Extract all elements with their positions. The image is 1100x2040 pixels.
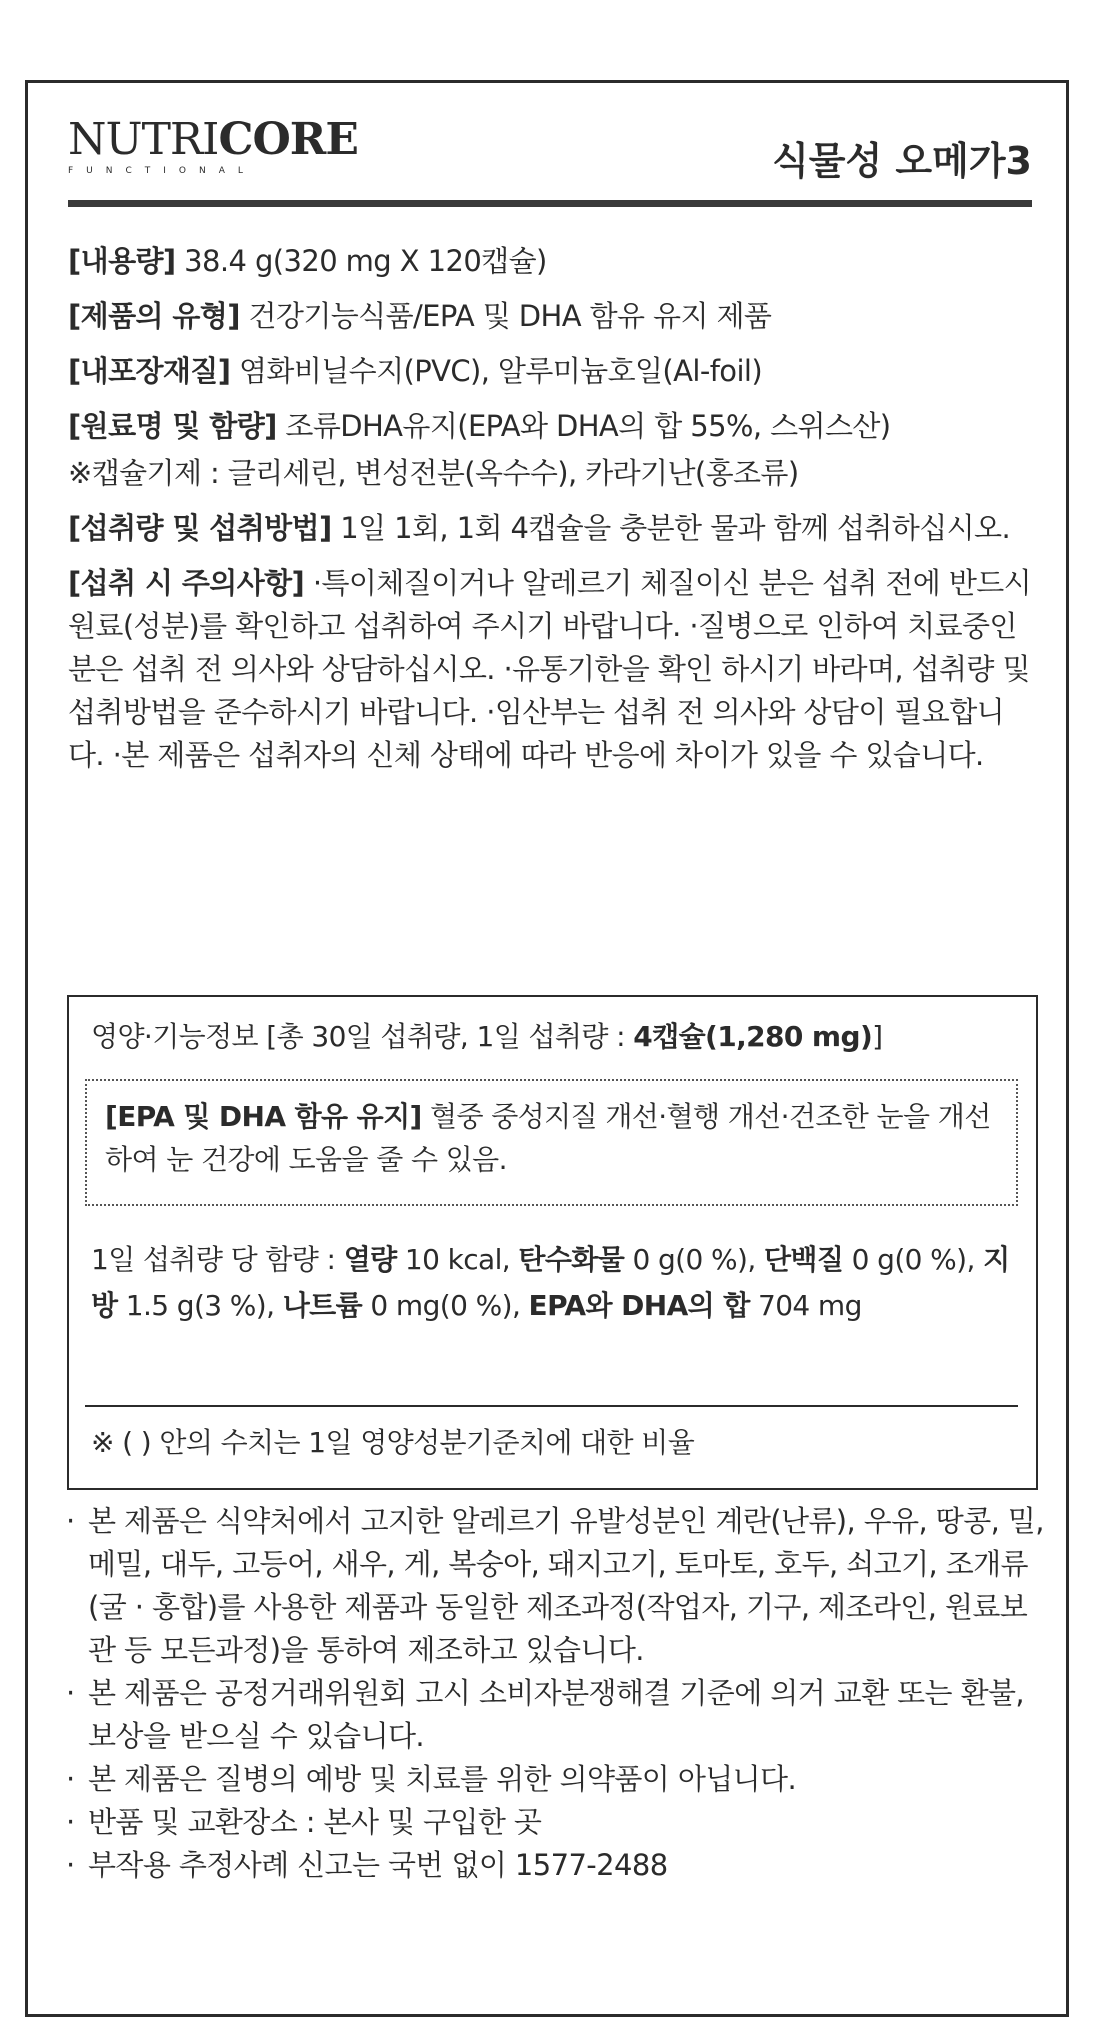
notice-text: 반품 및 교환장소 : 본사 및 구입한 곳	[88, 1805, 542, 1839]
info-label: [내용량]	[68, 244, 176, 278]
info-text: ·특이체질이거나 알레르기 체질이신 분은 섭취 전에 반드시 원료(성분)를 확인하고 섭취하여 주시기 바랍니다. ·질병으로 인하여 치료중인 분은 섭취 전 의사와 상담하십시오. ·유통기한을 확인 하시기 바라며, 섭취량 및 섭취방법을 준수하시기 바랍니다. ·임산부는 섭취 전 의사와 상담이 필요합니다. ·본 제품은 섭취자의 신체 상태에 따라 반응에 차이가 있을 수 있습니다.	[68, 566, 1032, 772]
nutrient-sep: ,	[966, 1243, 984, 1276]
function-claim-box	[85, 1079, 1018, 1206]
notice-item	[66, 1500, 1046, 1672]
header-divider	[68, 200, 1032, 207]
nutrient-value: 704 mg	[749, 1289, 862, 1322]
nutrient-value: 10 kcal	[396, 1243, 502, 1276]
nutrient-value: 1.5 g(3 %)	[117, 1289, 267, 1322]
nutrient-value: 0 g(0 %)	[624, 1243, 748, 1276]
nutrition-daily-amount: 4캡슐(1,280 mg)	[633, 1020, 873, 1053]
product-name: 식물성 오메가3	[772, 139, 1032, 183]
nutrient-value: 0 mg(0 %)	[362, 1289, 512, 1322]
info-product-type	[68, 295, 1036, 338]
notice-item	[66, 1801, 1046, 1844]
nutrient-name: 열량	[343, 1243, 397, 1276]
logo-nutri: NUTRI	[68, 114, 219, 165]
nutrition-title	[91, 1017, 882, 1057]
nutrient-name: 탄수화물	[518, 1243, 625, 1276]
info-packaging	[68, 350, 1036, 393]
info-text: 염화비닐수지(PVC), 알루미늄호일(Al-foil)	[230, 354, 763, 388]
nutrient-name: 지방	[91, 1243, 1010, 1322]
nutrient-sep: ,	[266, 1289, 283, 1322]
info-capsule-base	[68, 452, 1036, 495]
info-text: 조류DHA유지(EPA와 DHA의 합 55%, 스위스산)	[276, 409, 891, 443]
function-text: 혈중 중성지질 개선·혈행 개선·건조한 눈을 개선하여 눈 건강에 도움을 줄 수 있음.	[105, 1100, 991, 1176]
notice-text: 본 제품은 질병의 예방 및 치료를 위한 의약품이 아닙니다.	[88, 1762, 797, 1796]
info-label: [섭취 시 주의사항]	[68, 566, 305, 600]
info-text: 1일 1회, 1회 4캡슐을 충분한 물과 함께 섭취하십시오.	[331, 511, 1011, 545]
nutrition-title-suffix: ]	[872, 1020, 883, 1053]
info-intake	[68, 507, 1036, 550]
nutrient-name: 나트륨	[282, 1289, 363, 1322]
nutrient-name: EPA와 DHA의 합	[528, 1289, 750, 1322]
nutrient-list	[91, 1237, 1021, 1329]
bullet: ·	[66, 1762, 75, 1796]
nutrition-title-prefix: 영양·기능정보 [총 30일 섭취량, 1일 섭취량 :	[91, 1020, 634, 1053]
notice-item	[66, 1672, 1046, 1758]
nutrient-sep: ,	[747, 1243, 764, 1276]
nutrient-name: 단백질	[763, 1243, 844, 1276]
info-text: 건강기능식품/EPA 및 DHA 함유 유지 제품	[239, 299, 772, 333]
info-label: [제품의 유형]	[68, 299, 240, 333]
nutrient-sep: ,	[511, 1289, 529, 1322]
notice-text: 본 제품은 식약처에서 고지한 알레르기 유발성분인 계란(난류), 우유, 땅콩, 밀, 메밀, 대두, 고등어, 새우, 게, 복숭아, 돼지고기, 토마토, 호두, 쇠고기, 조개류(굴 · 홍합)를 사용한 제품과 동일한 제조과정(작업자, 기구, 제조라인, 원료보관 등 모든과정)을 통하여 제조하고 있습니다.	[88, 1504, 1044, 1667]
info-label: [내포장재질]	[68, 354, 231, 388]
logo-wordmark	[68, 114, 358, 165]
nutrient-prefix: 1일 섭취량 당 함량 :	[91, 1243, 344, 1276]
label-header	[68, 114, 1032, 206]
logo-core: CORE	[218, 114, 358, 165]
info-ingredients	[68, 405, 1036, 448]
info-label: [섭취량 및 섭취방법]	[68, 511, 332, 545]
product-info	[68, 240, 1036, 789]
nutrition-divider	[85, 1405, 1018, 1407]
bullet: ·	[66, 1504, 75, 1538]
logo-tagline: FUNCTIONAL	[68, 166, 256, 176]
info-content-amount	[68, 240, 1036, 283]
notice-list	[66, 1500, 1046, 1887]
notice-item	[66, 1844, 1046, 1887]
notice-item	[66, 1758, 1046, 1801]
brand-logo	[68, 114, 358, 176]
info-text: 38.4 g(320 mg X 120캡슐)	[175, 244, 547, 278]
info-label: [원료명 및 함량]	[68, 409, 277, 443]
info-text: ※캡슐기제 : 글리세린, 변성전분(옥수수), 카라기난(홍조류)	[68, 456, 799, 490]
notice-text: 본 제품은 공정거래위원회 고시 소비자분쟁해결 기준에 의거 교환 또는 환불, 보상을 받으실 수 있습니다.	[88, 1676, 1025, 1753]
nutrition-facts-box	[67, 995, 1038, 1490]
nutrient-value: 0 g(0 %)	[843, 1243, 967, 1276]
nutrient-sep: ,	[501, 1243, 519, 1276]
notice-text: 부작용 추정사례 신고는 국번 없이 1577-2488	[88, 1848, 668, 1882]
bullet: ·	[66, 1848, 75, 1882]
bullet: ·	[66, 1676, 75, 1710]
bullet: ·	[66, 1805, 75, 1839]
function-label: [EPA 및 DHA 함유 유지]	[105, 1100, 422, 1133]
info-cautions	[68, 562, 1036, 777]
nutrition-footnote: ※ ( ) 안의 수치는 1일 영양성분기준치에 대한 비율	[91, 1426, 695, 1459]
